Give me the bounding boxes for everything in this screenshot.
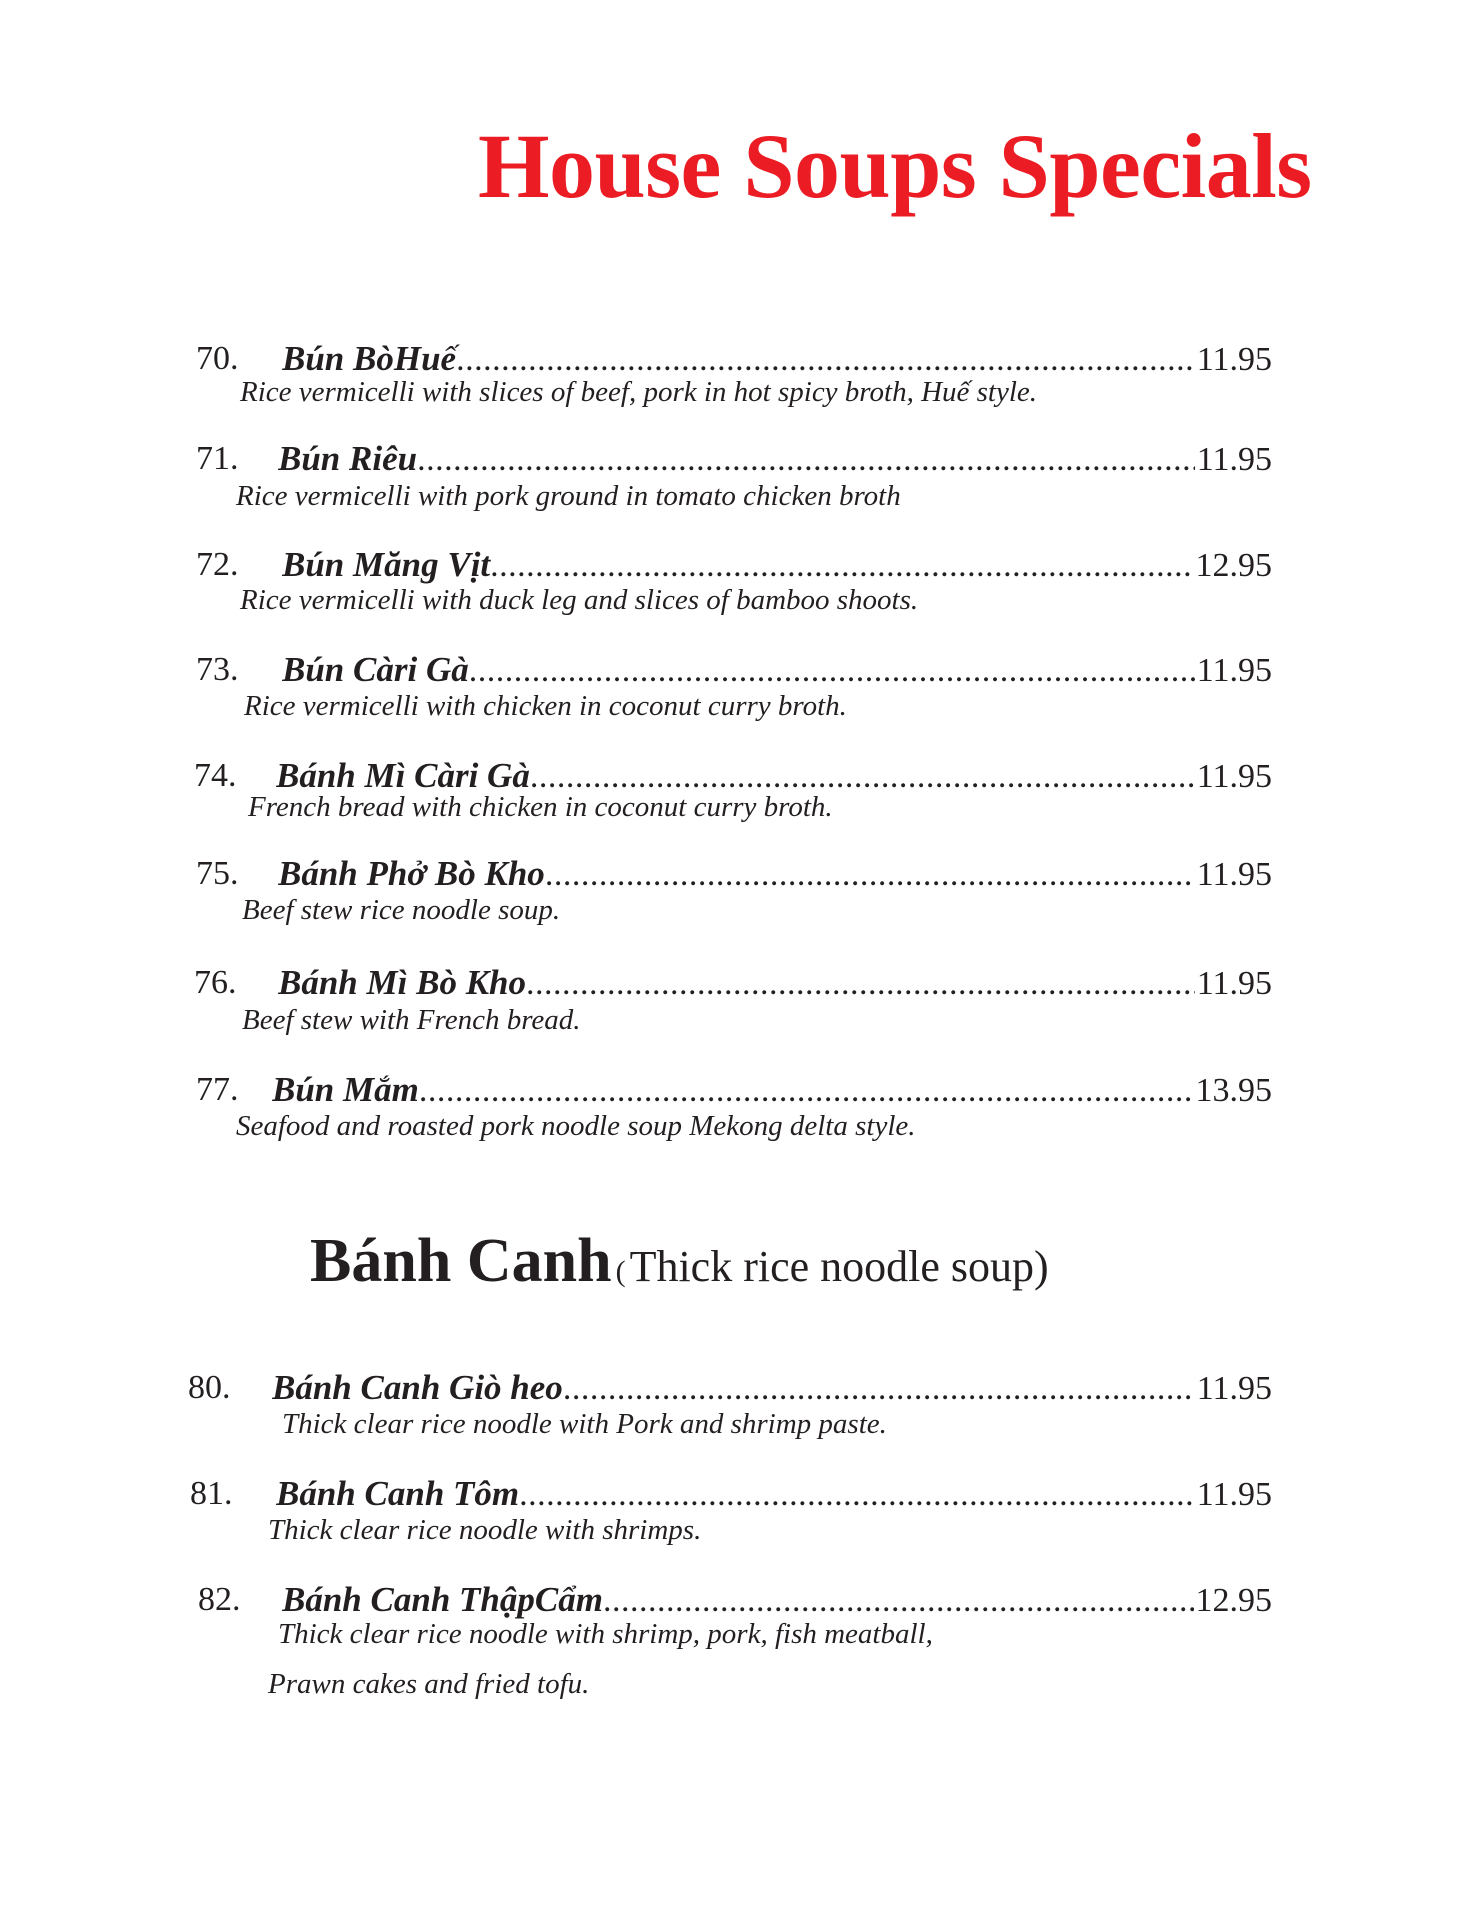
menu-item bbox=[282, 543, 1272, 587]
dot-leader bbox=[469, 649, 1195, 692]
item-name: Bún BòHuế bbox=[282, 339, 457, 378]
item-number: 81. bbox=[190, 1475, 233, 1512]
item-name: Bánh Mì Càri Gà bbox=[276, 756, 530, 795]
dot-leader bbox=[563, 1367, 1195, 1410]
item-price: 11.95 bbox=[1196, 441, 1272, 478]
section-heading bbox=[310, 1227, 1049, 1295]
item-description: Rice vermicelli with chicken in coconut curry broth. bbox=[244, 690, 847, 722]
item-name: Bánh Mì Bò Kho bbox=[278, 963, 527, 1002]
item-name: Bún Riêu bbox=[278, 439, 418, 478]
item-name: Bún Mắm bbox=[272, 1070, 419, 1109]
menu-item bbox=[282, 648, 1272, 692]
menu-item bbox=[278, 852, 1272, 896]
item-description: Rice vermicelli with pork ground in tomato chicken broth bbox=[236, 480, 901, 512]
dot-leader bbox=[419, 1069, 1194, 1112]
item-description: Rice vermicelli with slices of beef, pork in hot spicy broth, Huế style. bbox=[240, 376, 1038, 408]
item-price: 12.95 bbox=[1195, 547, 1272, 584]
item-number: 70. bbox=[196, 340, 239, 377]
page-title: House Soups Specials bbox=[478, 115, 1312, 217]
item-number: 71. bbox=[196, 440, 239, 477]
section-subtitle: Thick rice noodle soup) bbox=[629, 1242, 1049, 1291]
item-price: 11.95 bbox=[1196, 652, 1272, 689]
dot-leader bbox=[526, 962, 1195, 1005]
menu-item bbox=[276, 1472, 1272, 1516]
item-price: 11.95 bbox=[1196, 341, 1272, 378]
menu-item bbox=[278, 961, 1272, 1005]
item-name: Bánh Canh ThậpCẩm bbox=[282, 1580, 603, 1619]
item-number: 72. bbox=[196, 546, 239, 583]
dot-leader bbox=[490, 544, 1193, 587]
item-description: Thick clear rice noodle with shrimps. bbox=[268, 1514, 702, 1546]
section-subtitle-paren: ( bbox=[615, 1255, 626, 1288]
item-name: Bún Măng Vịt bbox=[282, 545, 491, 584]
item-description: French bread with chicken in coconut curry broth. bbox=[248, 791, 833, 823]
section-title: Bánh Canh bbox=[310, 1227, 612, 1295]
item-price: 11.95 bbox=[1196, 856, 1272, 893]
menu-item bbox=[272, 1366, 1272, 1410]
item-number: 77. bbox=[196, 1071, 239, 1108]
item-number: 76. bbox=[194, 964, 237, 1001]
item-number: 82. bbox=[198, 1581, 241, 1618]
item-price: 11.95 bbox=[1196, 758, 1272, 795]
dot-leader bbox=[519, 1473, 1195, 1516]
item-price: 11.95 bbox=[1196, 1476, 1272, 1513]
menu-item bbox=[278, 437, 1272, 481]
dot-leader bbox=[545, 853, 1195, 896]
item-description: Beef stew with French bread. bbox=[242, 1004, 581, 1036]
item-description: Seafood and roasted pork noodle soup Mekong delta style. bbox=[236, 1110, 916, 1142]
item-name: Bánh Phở Bò Kho bbox=[278, 854, 545, 893]
item-name: Bánh Canh Tôm bbox=[276, 1474, 520, 1513]
item-name: Bánh Canh Giò heo bbox=[272, 1368, 563, 1407]
item-description: Beef stew rice noodle soup. bbox=[242, 894, 561, 926]
item-description: Rice vermicelli with duck leg and slices of bamboo shoots. bbox=[240, 584, 919, 616]
item-price: 11.95 bbox=[1196, 965, 1272, 1002]
dot-leader bbox=[417, 438, 1195, 481]
item-name: Bún Càri Gà bbox=[282, 650, 469, 689]
item-description: Prawn cakes and fried tofu. bbox=[268, 1668, 590, 1700]
item-number: 75. bbox=[196, 855, 239, 892]
item-number: 73. bbox=[196, 651, 239, 688]
menu-item bbox=[272, 1068, 1272, 1112]
item-price: 12.95 bbox=[1195, 1582, 1272, 1619]
item-price: 11.95 bbox=[1196, 1370, 1272, 1407]
item-description: Thick clear rice noodle with shrimp, pork, fish meatball, bbox=[278, 1618, 933, 1650]
item-number: 80. bbox=[188, 1369, 231, 1406]
item-number: 74. bbox=[194, 757, 237, 794]
item-description: Thick clear rice noodle with Pork and shrimp paste. bbox=[282, 1408, 887, 1440]
item-price: 13.95 bbox=[1195, 1072, 1272, 1109]
